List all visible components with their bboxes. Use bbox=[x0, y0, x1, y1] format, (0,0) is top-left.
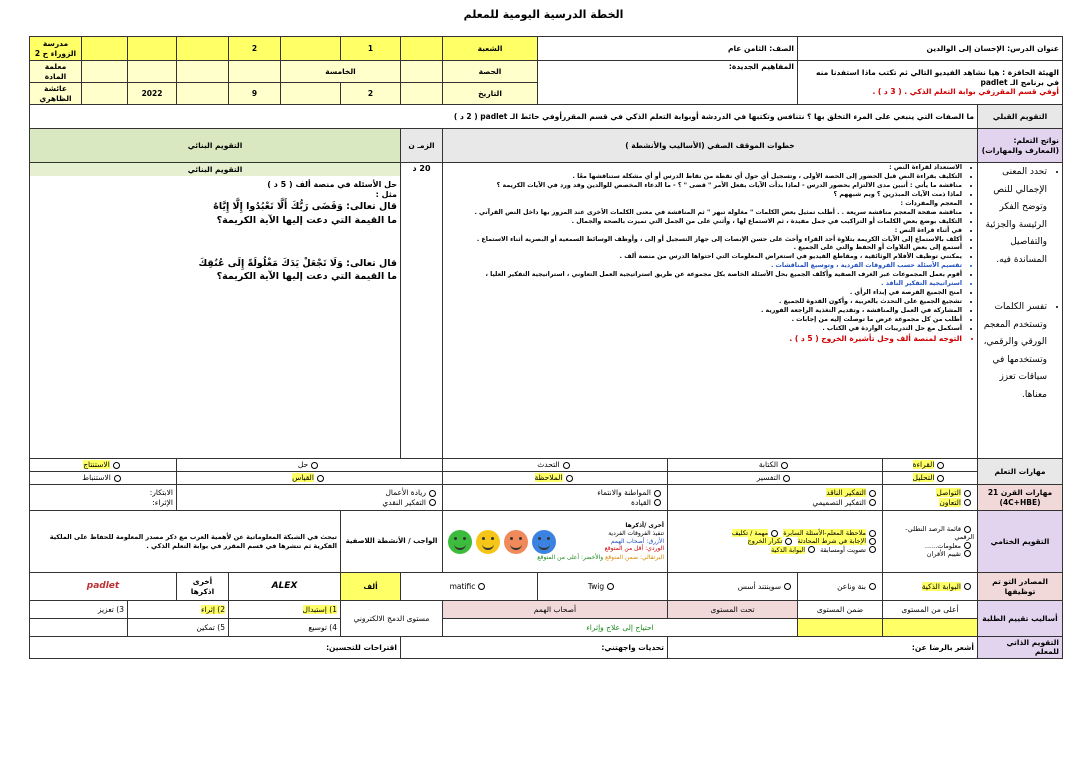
step-item: • أستكمل مع حل التدريبات الواردة في الكتاب . bbox=[446, 325, 962, 334]
enrich-note: احتياج إلى علاج وإثراء bbox=[443, 619, 798, 637]
resource-alef: ألف bbox=[341, 573, 401, 601]
division-1: 1 bbox=[341, 37, 401, 61]
step-item: • الاستعداد لقراءة النص : bbox=[446, 164, 962, 173]
level-within: ضمن المستوى bbox=[798, 601, 883, 619]
division-label: الشعبة bbox=[443, 37, 538, 61]
question-1-ask: ما القيمة التي دعت إليها الآية الكريمة؟ bbox=[216, 214, 397, 226]
face-yellow-icon bbox=[476, 530, 500, 554]
tech-2: 2) إثراء bbox=[128, 601, 229, 619]
homework-text: تبحث في الشبكة المعلوماتية عن لأهمية العرب مع ذكر مصدر المعلومة للحفاظ على الملكية الفكرية ثم تنشرها في قسم المقرر في بوابة التعلم الذكي . bbox=[30, 511, 341, 573]
skill-inference: الاستنباط bbox=[30, 472, 177, 485]
step-item: • في أثناء قراءة النص : bbox=[446, 227, 962, 236]
skill-writing: الكتابة bbox=[668, 459, 883, 472]
closing-col2: ملاحظة المعلم-الأسئلة السابرة مهمة / تكليف الإجابة في شرط المحادثة تكرار الخروج تصويت أومسابقة البوابة الذكية bbox=[668, 511, 883, 573]
self-eval-label: التقويم الذاتي للمعلم bbox=[978, 637, 1063, 659]
step-item: • المشاركة في العمل والمناقشة ، وتقديم التغذية الراجعة الفورية . bbox=[446, 307, 962, 316]
teacher-name: عائشة الظاهري bbox=[30, 83, 82, 105]
challenges-field[interactable]: تحديات واجهتني: bbox=[401, 637, 668, 659]
step-item: • التوجه لمنصة ألف وحل تأشيرة الخروج ( 5 د ) . bbox=[446, 334, 962, 345]
date-year: 2022 bbox=[128, 83, 177, 105]
c21-extra: الابتكار: الإثراء: bbox=[30, 485, 177, 511]
resource-twig: Twig bbox=[538, 573, 668, 601]
new-concepts: المفاهيم الجديدة: bbox=[538, 61, 798, 105]
step-item: • تقسيم الأسئلة حسب الفروقات الفردية ، وتوسيع المناقشات . bbox=[446, 262, 962, 271]
suggestions-field[interactable]: اقتراحات للتحسين: bbox=[30, 637, 401, 659]
face-blue-icon bbox=[532, 530, 556, 554]
c21-col2: التفكير الناقد التفكير التصميمي bbox=[668, 485, 883, 511]
formative-subheader: التقويم البنائي bbox=[30, 163, 400, 176]
outcome-item: • تحدد المعنى الإجمالي للنص وتوضح الفكر الرئيسة والجزئية والتفاصيل المساندة فيه. bbox=[981, 164, 1047, 269]
step-item: • يمكنني توظيف الأفلام الوثائقية ، ومقاطع الفيديو في استعراض المعلومات التي احتواها الدرس من منصة ألف . bbox=[446, 253, 962, 262]
satisfied-field[interactable]: أشعر بالرضا عن: bbox=[668, 637, 978, 659]
step-item: • أكلف بالاستماع إلى الآيات الكريمة بتلاوة أحد القراء وأحث على حسن الإنصات إلى جهاز التسجيل أو إلى ، وأوظف الوسائط السمعية أو البصرية أثناء الاستماع . bbox=[446, 236, 962, 245]
tech-3: 3) تعزيز bbox=[30, 601, 128, 619]
step-item: • أقوم بعمل المجموعات عبر الغرف الصفية وأكلف الجميع بحل الأسئلة الخاصة بكل مجموعة عن طريق استراتيجية العمل التعاوني ، استراتيجية التفكير العليا ، bbox=[446, 271, 962, 280]
skill-observation: الملاحظة bbox=[443, 472, 668, 485]
formative-cell bbox=[30, 163, 401, 459]
c21-col3: المواطنة والانتماء القيادة bbox=[443, 485, 668, 511]
step-item: • المعجم والمفردات : bbox=[446, 200, 962, 209]
resources-label: المصادر التو تم توظيفها bbox=[978, 573, 1063, 601]
skill-reading: القراءة bbox=[883, 459, 978, 472]
lesson-title: عنوان الدرس: الإحسان إلى الوالدين bbox=[798, 37, 1063, 61]
resource-1: بنة وناعن bbox=[798, 573, 883, 601]
skill-speaking: التحدث bbox=[443, 459, 668, 472]
step-item: • مناقشة ما يأتي : أتبين مدى الالتزام بحضور الدرس - لماذا بدأت الآيات بفعل الأمر " قضى " ؟ - ما الدعاء المخصص للوالدين وقد ورد في الآيات الكريمة ؟ bbox=[446, 182, 962, 191]
level-above: أعلى من المستوى bbox=[883, 601, 978, 619]
c21-col4: ريادة الأعمال التفكير النقدي bbox=[177, 485, 443, 511]
skills-label: مهارات التعلم bbox=[978, 459, 1063, 485]
outcomes-header: نواتج التعلم: (المعارف والمهارات) bbox=[978, 129, 1063, 163]
face-green-icon bbox=[448, 530, 472, 554]
tech-5: 5) تمكين bbox=[128, 619, 229, 637]
grade: الصف: الثامن عام bbox=[538, 37, 798, 61]
prior-eval-text: ما الصفات التي ينبغي على المرء التخلق بها ؟ نتنافس وتكتبها في الدردشة أوبوابة التعلم الذكي في قسم المقررأوفي حائط الـ padlet ( 2 د ) bbox=[30, 105, 978, 129]
step-item: • التكليف بوضع بعض الكلمات أو التراكيب في جمل مفيدة ، ثم الاستماع لها ، وأثني على من الجمل التي تميزت بالصحة والجمال . bbox=[446, 218, 962, 227]
step-item: • أستمع إلى بعض التلاوات أو الحفظ والتي على الجميع . bbox=[446, 244, 962, 253]
resource-padlet: padlet bbox=[30, 573, 177, 601]
step-item: • مناقشة صفحة المعجم مناقشة سريعة . . أطلب تمثيل بعض الكلمات " مغلولة تبهر " ثم المناقشة في معنى الكلمات الأخرى عند المرور بها داخل النص القرآني . bbox=[446, 209, 962, 218]
formative-intro: حل الأسئلة في منصة ألف ( 5 د ) bbox=[267, 180, 397, 190]
period-value: الخامسة bbox=[281, 61, 401, 83]
skill-deduction: الاستنتاج bbox=[30, 459, 177, 472]
face-orange-icon bbox=[504, 530, 528, 554]
time-value: 20 د bbox=[401, 163, 443, 459]
time-header: الزمـ ن bbox=[401, 129, 443, 163]
resource-2: سوينتند أسس bbox=[668, 573, 798, 601]
resource-other: أخرى اذكرها bbox=[177, 573, 229, 601]
step-item: • تشجيع الجميع على التحدث بالعربية ، وأكون القدوة للجميع . bbox=[446, 298, 962, 307]
steps-cell bbox=[443, 163, 978, 459]
level-special: أصحاب الهمم bbox=[443, 601, 668, 619]
step-item: • التكليف بقراءة النص قبل الحضور إلى الحصة الأولى ، وتسجيل أي حول أي نقطة من نقاط الدرس أو أي مشكلة ستناقشها معًا . bbox=[446, 173, 962, 182]
resource-matific: matific bbox=[401, 573, 538, 601]
question-2-ask: ما القيمة التي دعت إليها الآية الكريمة؟ bbox=[216, 271, 397, 283]
skill-measurement: القياس bbox=[177, 472, 443, 485]
skill-interpretation: التفسير bbox=[668, 472, 883, 485]
skill-analysis: التحليل bbox=[883, 472, 978, 485]
resource-alex: ALEX bbox=[229, 573, 341, 601]
page-title: الخطة الدرسية اليومية للمعلم bbox=[463, 8, 624, 21]
closing-col1: قائمة الرصد النطلي-الرقمي معلومات...... تقييم الأقران bbox=[883, 511, 978, 573]
c21-col1: التواصل التعاون bbox=[883, 485, 978, 511]
step-item: • لماذا ذمت الآيات المبذرين ؟ وبم شبههم ؟ bbox=[446, 191, 962, 200]
teacher-role: معلمة المادة bbox=[30, 61, 82, 83]
period-label: الحصة bbox=[443, 61, 538, 83]
lesson-plan-table bbox=[29, 36, 1063, 659]
resource-smart-gate: البوابة الذكية bbox=[883, 573, 978, 601]
prior-eval-label: التقويم القبلي bbox=[978, 105, 1063, 129]
step-item: • استراتيجية التفكير الناقد . bbox=[446, 280, 962, 289]
school-name: مدرسة الزوراء ح 2 bbox=[30, 37, 82, 61]
levels-label: أساليب تقييم الطلبة bbox=[978, 601, 1063, 637]
warmup-text: الهيئة الحافزة : هيا نشاهد الفيديو التالي ثم تكتب ماذا استفدنا منه في برنامج الـ padlet bbox=[816, 68, 1059, 87]
level-below: تحت المستوى bbox=[668, 601, 798, 619]
date-label: التاريخ bbox=[443, 83, 538, 105]
tech-4: 4) توسيع bbox=[229, 619, 341, 637]
step-item: • أطلب من كل مجموعة عرض ما توصلت إليه من إجابات . bbox=[446, 316, 962, 325]
question-1: قال تعالى: وَقَضَى رَبُّكَ أَلَّا تَعْبُدُوا إِلَّا إِيَّاهُ bbox=[213, 201, 397, 213]
warmup-cell bbox=[798, 61, 1063, 105]
closing-label: التقويم الختامي bbox=[978, 511, 1063, 573]
date-month: 9 bbox=[229, 83, 281, 105]
division-2: 2 bbox=[229, 37, 281, 61]
steps-header: خطوات الموقف الصفي (الأساليب والأنشطة ) bbox=[443, 129, 978, 163]
tech-1: 1) إستبدال bbox=[229, 601, 341, 619]
differentiation-cell: أخرى /أذكرها تنفيذ الفروقات الفردية الأزرق: أصحاب الهمم الوردي: أقل من المتوقع البرتقالي: ضمن المتوقع والأخضر: أعلى من المتوقع bbox=[443, 511, 668, 573]
homework-label: الواجب / الأنشطة اللاصفية bbox=[341, 511, 443, 573]
outcome-item: • تفسر الكلمات وتستخدم المعجم الورقي والرقمي، وتستخدمها في سياقات تعزز معناها. bbox=[981, 299, 1047, 404]
warmup-text-2: أوفي قسم المقررفي بوابة التعلم الذكي . ( 3 د ) . bbox=[872, 87, 1059, 97]
formative-example: مثل : bbox=[375, 190, 397, 200]
step-item: • امنح الجميع الفرصة في إبداء الرأي . bbox=[446, 289, 962, 298]
skill-solving: حل bbox=[177, 459, 443, 472]
steps-list bbox=[446, 164, 974, 344]
tech-level-label: مستوى الدمج الالكتروني bbox=[341, 601, 443, 637]
question-2: قال تعالى: وَلَا تَجْعَلْ يَدَكَ مَغْلُولَةً إِلَى عُنُقِكَ bbox=[198, 257, 397, 269]
outcomes-cell bbox=[978, 163, 1063, 459]
c21-label: مهارات القرن 21 (4C+HBE) bbox=[978, 485, 1063, 511]
date-day: 2 bbox=[341, 83, 401, 105]
formative-header: التقويم البنائي bbox=[30, 129, 401, 163]
